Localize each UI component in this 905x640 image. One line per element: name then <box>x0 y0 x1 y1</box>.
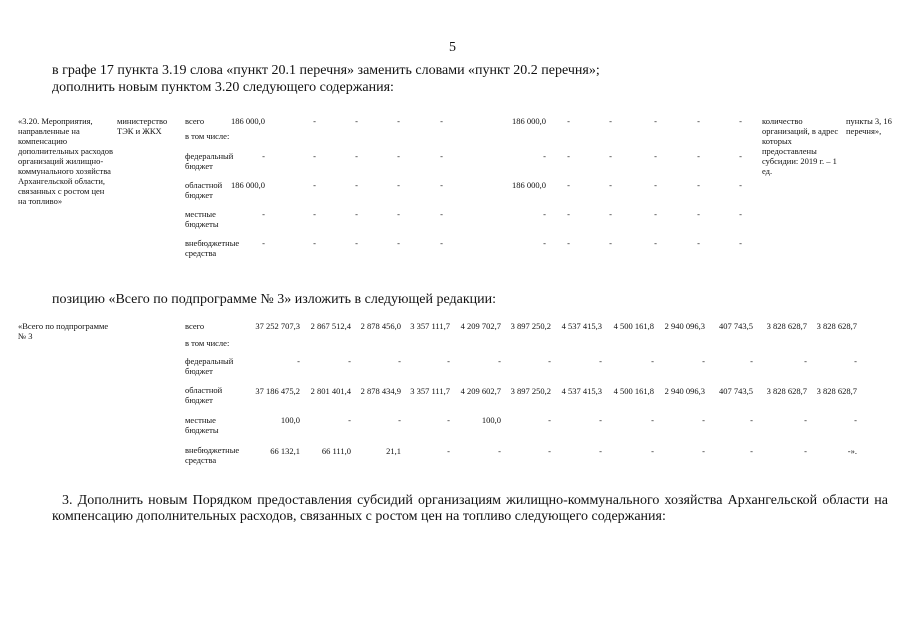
table2-value-cell: - <box>599 415 602 425</box>
table2-value-cell: 4 537 415,3 <box>561 386 602 396</box>
table2-value-cell: 3 357 111,7 <box>410 321 450 331</box>
table2-value-cell: - <box>548 446 551 456</box>
table1-value-cell: - <box>654 151 657 161</box>
table2-value-cell: 3 828 628,7 <box>816 321 857 331</box>
table2-row-label: в том числе: <box>185 338 230 348</box>
table1-row-label: внебюджетные средства <box>185 238 240 258</box>
table1-value-cell: - <box>397 151 400 161</box>
table1-row-label: федеральный бюджет <box>185 151 234 171</box>
table2-value-cell: 2 801 401,4 <box>310 386 351 396</box>
table2-value-cell: 2 878 434,9 <box>360 386 401 396</box>
table2-value-cell: 4 537 415,3 <box>561 321 602 331</box>
table2-value-cell: - <box>599 356 602 366</box>
table2-value-cell: 2 867 512,4 <box>310 321 351 331</box>
table2-row-label: местные бюджеты <box>185 415 219 435</box>
table1-value-cell: - <box>543 151 546 161</box>
table2-value-cell: 407 743,5 <box>719 321 753 331</box>
table1-value-cell: - <box>355 151 358 161</box>
table1-value-cell: - <box>739 151 742 161</box>
table1-value-cell: - <box>313 116 316 126</box>
table2-value-cell: - <box>702 356 705 366</box>
table1-value-cell: - <box>355 238 358 248</box>
table2-value-cell: 37 186 475,2 <box>255 386 300 396</box>
table1-value-cell: - <box>697 238 700 248</box>
paragraph-item-3: 3. Дополнить новым Порядком предоставления субсидий организациям жилищно-коммунального хозяйства Архангельской области на компенсацию дополнительных расходов, связанных с ростом цен на топливо следующего содержания: <box>52 493 888 524</box>
table1-value-cell: - <box>262 151 265 161</box>
table2-item-name: «Всего по подпрограмме № 3 <box>18 321 109 341</box>
table1-value-cell: - <box>543 238 546 248</box>
table2-value-cell: - <box>702 446 705 456</box>
paragraph-add-3-20: дополнить новым пунктом 3.20 следующего содержания: <box>52 80 394 95</box>
table1-item-name: «3.20. Мероприятия, направленные на компенсацию дополнительных расходов организаций жилищно-коммунального хозяйства Архангельской области, связанных с ростом цен на топливо» <box>18 116 114 206</box>
table2-value-cell: - <box>750 415 753 425</box>
table1-value-cell: - <box>654 180 657 190</box>
table2-value-cell: - <box>804 415 807 425</box>
table2-value-cell: 407 743,5 <box>719 386 753 396</box>
table2-value-cell: 21,1 <box>386 446 401 456</box>
table2-value-cell: - <box>398 415 401 425</box>
table2-value-cell: 3 828 628,7 <box>766 386 807 396</box>
table2-value-cell: - <box>398 356 401 366</box>
table1-value-cell: - <box>440 151 443 161</box>
table2-value-cell: 37 252 707,3 <box>255 321 300 331</box>
table2-value-cell: - <box>297 356 300 366</box>
table2-value-cell: - <box>599 446 602 456</box>
table1-row-label: областной бюджет <box>185 180 223 200</box>
table1-value-cell: - <box>543 209 546 219</box>
table2-value-cell: - <box>447 446 450 456</box>
table2-value-cell: - <box>651 415 654 425</box>
table1-value-cell: - <box>397 209 400 219</box>
table2-value-cell: 3 897 250,2 <box>510 386 551 396</box>
table2-value-cell: - <box>548 356 551 366</box>
table1-value-cell: - <box>697 116 700 126</box>
table1-value-cell: - <box>697 180 700 190</box>
table1-reference: пункты 3, 16 перечня», <box>846 116 892 136</box>
table2-value-cell: 3 357 111,7 <box>410 386 450 396</box>
table1-value-cell: 186 000,0 <box>512 116 546 126</box>
table2-value-cell: 3 828 628,7 <box>816 386 857 396</box>
table2-value-cell: - <box>854 415 857 425</box>
table1-value-cell: - <box>654 116 657 126</box>
table2-value-cell: 100,0 <box>481 415 501 425</box>
table1-value-cell: - <box>567 209 570 219</box>
table2-value-cell: 2 940 096,3 <box>664 321 705 331</box>
table1-executor: министерство ТЭК и ЖКХ <box>117 116 168 136</box>
table1-value-cell: - <box>355 180 358 190</box>
table1-value-cell: - <box>397 238 400 248</box>
table2-value-cell: 100,0 <box>280 415 300 425</box>
table2-value-cell: 4 209 602,7 <box>460 386 501 396</box>
table2-value-cell: - <box>348 415 351 425</box>
table1-row-label: в том числе: <box>185 131 230 141</box>
table1-value-cell: - <box>567 116 570 126</box>
table1-value-cell: - <box>654 209 657 219</box>
table1-value-cell: - <box>697 151 700 161</box>
table2-value-cell: - <box>854 356 857 366</box>
table2-value-cell: - <box>498 446 501 456</box>
table2-row-label: внебюджетные средства <box>185 445 240 465</box>
table2-value-cell: 2 940 096,3 <box>664 386 705 396</box>
table1-value-cell: - <box>355 116 358 126</box>
table1-row-label: всего <box>185 116 205 126</box>
table2-value-cell: - <box>548 415 551 425</box>
table2-value-cell: - <box>498 356 501 366</box>
table2-value-cell: 4 500 161,8 <box>613 386 654 396</box>
table2-row-label: федеральный бюджет <box>185 356 234 376</box>
table2-value-cell: 66 132,1 <box>270 446 300 456</box>
paragraph-total-position: позицию «Всего по подпрограмме № 3» изложить в следующей редакции: <box>52 292 497 307</box>
table2-value-cell: - <box>651 446 654 456</box>
table1-value-cell: - <box>440 116 443 126</box>
table1-value-cell: - <box>440 180 443 190</box>
table1-value-cell: - <box>313 180 316 190</box>
paragraph-graph-17: в графе 17 пункта 3.19 слова «пункт 20.1 перечня» заменить словами «пункт 20.2 перечня»; <box>52 63 600 78</box>
table2-value-cell: - <box>702 415 705 425</box>
table2-value-cell: 66 111,0 <box>321 446 351 456</box>
table2-value-cell: 3 828 628,7 <box>766 321 807 331</box>
table1-value-cell: - <box>440 209 443 219</box>
table1-value-cell: 186 000,0 <box>512 180 546 190</box>
table2-value-cell: - <box>651 356 654 366</box>
table1-value-cell: - <box>567 180 570 190</box>
table1-value-cell: - <box>262 238 265 248</box>
table1-value-cell: - <box>397 180 400 190</box>
table1-value-cell: - <box>313 238 316 248</box>
table1-value-cell: - <box>262 209 265 219</box>
table1-row-label: местные бюджеты <box>185 209 219 229</box>
table1-value-cell: - <box>697 209 700 219</box>
table1-value-cell: - <box>609 209 612 219</box>
table1-indicator: количество организаций, в адрес которых предоставлены субсидии: 2019 г. – 1 ед. <box>762 116 839 176</box>
table1-value-cell: - <box>739 209 742 219</box>
table2-value-cell: 4 500 161,8 <box>613 321 654 331</box>
table1-value-cell: - <box>567 238 570 248</box>
table2-value-cell: - <box>447 356 450 366</box>
table1-value-cell: - <box>313 151 316 161</box>
table1-value-cell: - <box>609 238 612 248</box>
table1-value-cell: - <box>609 180 612 190</box>
table2-value-cell: - <box>804 356 807 366</box>
table2-value-cell: -». <box>847 446 857 456</box>
table1-value-cell: - <box>739 180 742 190</box>
table2-value-cell: - <box>750 356 753 366</box>
table2-value-cell: - <box>804 446 807 456</box>
table2-value-cell: - <box>750 446 753 456</box>
table2-row-label: всего <box>185 321 205 331</box>
table2-value-cell: - <box>447 415 450 425</box>
table1-value-cell: 186 000,0 <box>231 116 265 126</box>
table2-value-cell: 4 209 702,7 <box>460 321 501 331</box>
table1-value-cell: - <box>609 116 612 126</box>
table2-row-label: областной бюджет <box>185 385 223 405</box>
table1-value-cell: - <box>355 209 358 219</box>
table1-value-cell: 186 000,0 <box>231 180 265 190</box>
table1-value-cell: - <box>397 116 400 126</box>
table1-value-cell: - <box>739 238 742 248</box>
table2-value-cell: 3 897 250,2 <box>510 321 551 331</box>
table1-value-cell: - <box>739 116 742 126</box>
table1-value-cell: - <box>567 151 570 161</box>
table2-value-cell: 2 878 456,0 <box>360 321 401 331</box>
table1-value-cell: - <box>313 209 316 219</box>
table2-value-cell: - <box>348 356 351 366</box>
table1-value-cell: - <box>440 238 443 248</box>
page-number: 5 <box>449 40 456 55</box>
table1-value-cell: - <box>609 151 612 161</box>
table1-value-cell: - <box>654 238 657 248</box>
